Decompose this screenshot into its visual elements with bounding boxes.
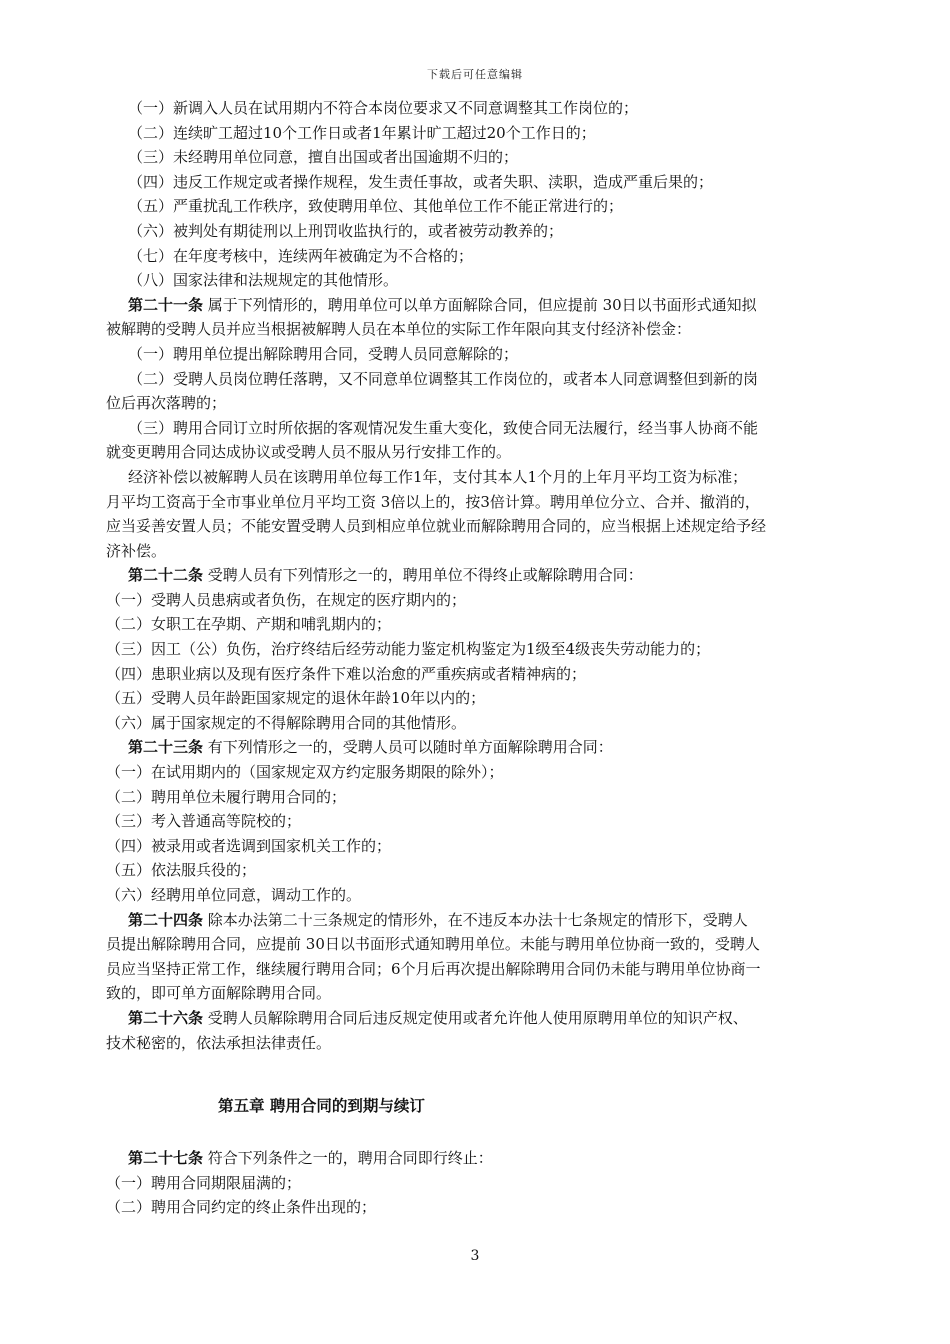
page-header-note: 下载后可任意编辑: [427, 68, 523, 81]
list-item: （四）被录用或者选调到国家机关工作的；: [106, 836, 392, 855]
article-24-line4: 致的，即可单方面解除聘用合同。: [106, 984, 332, 1003]
page-number: 3: [470, 1248, 480, 1264]
article-23-paragraph: [106, 735, 846, 760]
list-item: （一）在试用期内的（国家规定双方约定服务期限的除外）；: [106, 763, 504, 782]
article-22-text: 受聘人员有下列情形之一的，聘用单位不得终止或解除聘用合同：: [207, 566, 643, 585]
list-item: （二）受聘人员岗位聘任落聘，又不同意单位调整其工作岗位的，或者本人同意调整但到新的岗: [128, 369, 759, 388]
article-21-line2: 被解聘的受聘人员并应当根据被解聘人员在本单位的实际工作年限向其支付经济补偿金：: [106, 320, 692, 339]
list-item: （六）被判处有期徒刑以上刑罚收监执行的，或者被劳动教养的；: [128, 221, 564, 240]
list-item: （六）经聘用单位同意，调动工作的。: [106, 886, 362, 904]
article-21-line1: 属于下列情形的，聘用单位可以单方面解除合同，但应提前 30日以书面形式通知拟: [207, 295, 757, 314]
article-27-paragraph: [106, 1146, 846, 1171]
list-item: （三）聘用合同订立时所依据的客观情况发生重大变化，致使合同无法履行，经当事人协商不能: [128, 418, 759, 437]
compensation-line: 经济补偿以被解聘人员在该聘用单位每工作1年，支付其本人1个月的上年月平均工资为标准；: [128, 467, 748, 486]
article-24-line3: 员应当坚持正常工作，继续履行聘用合同；6个月后再次提出解除聘用合同仍未能与聘用单位协商一: [106, 959, 761, 978]
article-22-paragraph: [106, 563, 846, 588]
list-item: （一）聘用单位提出解除聘用合同，受聘人员同意解除的；: [128, 344, 519, 363]
compensation-line: 月平均工资高于全市事业单位月平均工资 3倍以上的，按3倍计算。聘用单位分立、合并、撤消的，: [106, 492, 760, 511]
chapter-heading: 第五章 聘用合同的到期与续订: [218, 1097, 425, 1115]
list-item-continuation: 就变更聘用合同达成协议或受聘人员不服从另行安排工作的。: [106, 443, 512, 462]
list-item: （七）在年度考核中，连续两年被确定为不合格的；: [128, 246, 474, 265]
article-26-line1: 受聘人员解除聘用合同后违反规定使用或者允许他人使用原聘用单位的知识产权、: [207, 1008, 748, 1027]
list-item: （二）连续旷工超过10个工作日或者1年累计旷工超过20个工作日的；: [128, 123, 596, 142]
article-26-title: 第二十六条: [128, 1008, 204, 1027]
article-26-paragraph: [106, 1006, 846, 1031]
article-27-title: 第二十七条: [128, 1149, 204, 1167]
list-item-continuation: 位后再次落聘的；: [106, 394, 227, 413]
article-21-title: 第二十一条: [128, 295, 204, 314]
article-23-title: 第二十三条: [128, 738, 204, 757]
list-item: （二）聘用合同约定的终止条件出现的；: [106, 1198, 377, 1217]
document-body-continued: [106, 1146, 846, 1220]
article-24-line2: 员提出解除聘用合同，应提前 30日以书面形式通知聘用单位。未能与聘用单位协商一致的，受聘人: [106, 935, 760, 954]
list-item: （四）违反工作规定或者操作规程，发生责任事故，或者失职、渎职，造成严重后果的；: [128, 172, 714, 191]
list-item: （五）严重扰乱工作秩序，致使聘用单位、其他单位工作不能正常进行的；: [128, 197, 624, 216]
document-body: [106, 96, 846, 1055]
list-item: （一）聘用合同期限届满的；: [106, 1173, 302, 1192]
list-item: （三）因工（公）负伤，治疗终结后经劳动能力鉴定机构鉴定为1级至4级丧失劳动能力的；: [106, 640, 711, 659]
list-item: （二）聘用单位未履行聘用合同的；: [106, 787, 347, 806]
article-24-title: 第二十四条: [128, 910, 204, 929]
article-24-paragraph: [106, 908, 846, 933]
list-item: （五）依法服兵役的；: [106, 861, 257, 880]
list-item: （四）患职业病以及现有医疗条件下难以治愈的严重疾病或者精神病的；: [106, 664, 587, 683]
article-23-text: 有下列情形之一的，受聘人员可以随时单方面解除聘用合同：: [207, 738, 613, 757]
article-22-title: 第二十二条: [128, 566, 204, 585]
article-24-line1: 除本办法第二十三条规定的情形外，在不违反本办法十七条规定的情形下，受聘人: [207, 910, 748, 929]
list-item: （三）考入普通高等院校的；: [106, 812, 302, 831]
list-item: （六）属于国家规定的不得解除聘用合同的其他情形。: [106, 713, 467, 732]
article-21-paragraph: [106, 293, 846, 318]
list-item: （八）国家法律和法规规定的其他情形。: [128, 271, 399, 290]
list-item: （一）新调入人员在试用期内不符合本岗位要求又不同意调整其工作岗位的；: [128, 99, 639, 117]
compensation-line: 济补偿。: [106, 541, 167, 560]
list-item: （三）未经聘用单位同意，擅自出国或者出国逾期不归的；: [128, 148, 519, 167]
article-26-line2: 技术秘密的，依法承担法律责任。: [106, 1033, 332, 1052]
compensation-line: 应当妥善安置人员；不能安置受聘人员到相应单位就业而解除聘用合同的，应当根据上述规定给予经: [106, 517, 767, 536]
list-item: （五）受聘人员年龄距国家规定的退休年龄10年以内的；: [106, 689, 486, 708]
list-item: （二）女职工在孕期、产期和哺乳期内的；: [106, 615, 392, 634]
article-27-text: 符合下列条件之一的，聘用合同即行终止：: [207, 1149, 493, 1167]
list-item: （一）受聘人员患病或者负伤，在规定的医疗期内的；: [106, 590, 467, 609]
